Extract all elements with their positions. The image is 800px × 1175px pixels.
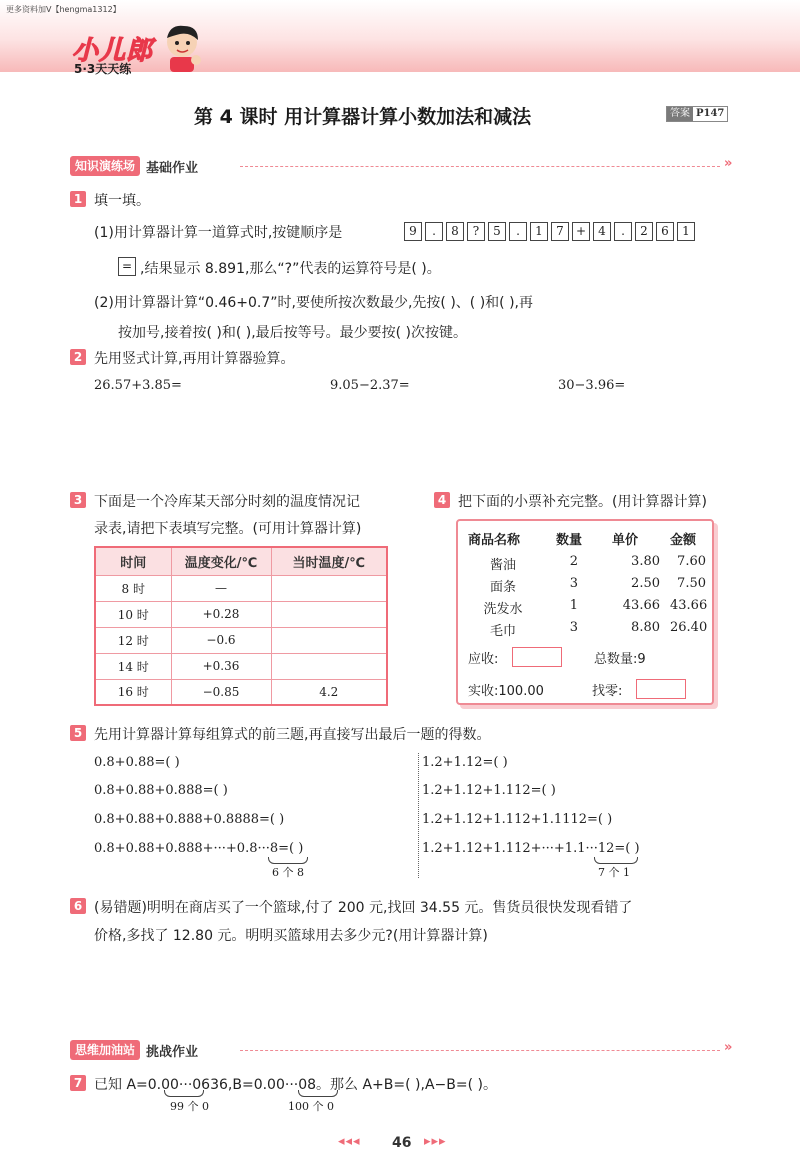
receipt-item-qty: 3 — [569, 576, 578, 591]
receipt-item-name: 面条 — [489, 580, 516, 595]
calculator-key: . — [425, 222, 443, 241]
question-1-part-2-line-2: 按加号,接着按( )和( ),最后按等号。最少要按( )次按键。 — [118, 325, 468, 341]
receipt-item-amount: 7.50 — [677, 576, 706, 591]
question-5-stem: 先用计算器计算每组算式的前三题,再直接写出最后一题的得数。 — [94, 727, 491, 743]
question-2-item-2: 9.05−2.37= — [330, 378, 410, 393]
page-title: 第 4 课时 用计算器计算小数加法和减法 — [194, 106, 532, 128]
table-header-current: 当时温度/℃ — [271, 547, 387, 575]
section-basic-rule — [240, 166, 720, 167]
question-5-left-1: 0.8+0.88=( ) — [94, 755, 180, 770]
temperature-table — [94, 546, 388, 706]
table-row — [95, 575, 387, 601]
receipt-item-qty: 2 — [569, 554, 578, 569]
receipt-item-price: 2.50 — [631, 576, 660, 591]
right-brace — [594, 857, 638, 864]
question-3-number: 3 — [70, 492, 86, 508]
receivable-answer-box[interactable] — [512, 647, 562, 667]
table-header-change: 温度变化/℃ — [171, 547, 271, 575]
question-1-part-1-result: ,结果显示 8.891,那么“?”代表的运算符号是( )。 — [140, 261, 441, 277]
answer-label: 答案 — [667, 107, 693, 121]
question-6-line-1: (易错题)明明在商店买了一个篮球,付了 200 元,找回 34.55 元。售货员很快发现看错了 — [94, 900, 633, 916]
current-temperature-cell[interactable] — [271, 653, 387, 679]
question-2-item-1: 26.57+3.85= — [94, 378, 182, 393]
question-5-right-note: 7 个 1 — [598, 866, 630, 879]
current-temperature-cell[interactable] — [271, 627, 387, 653]
section-basic-header — [70, 156, 198, 176]
calculator-key: 1 — [677, 222, 695, 241]
receipt-item-price: 8.80 — [631, 620, 660, 635]
question-7-number: 7 — [70, 1075, 86, 1091]
receipt-header-amount: 金额 — [670, 533, 697, 548]
receipt-item-amount: 7.60 — [677, 554, 706, 569]
current-temperature-cell[interactable] — [271, 575, 387, 601]
question-5-right-1: 1.2+1.12=( ) — [422, 755, 508, 770]
question-1-part-1-text: (1)用计算器计算一道算式时,按键顺序是 — [94, 225, 343, 241]
question-5-right-3: 1.2+1.12+1.112+1.1112=( ) — [422, 812, 613, 827]
change-answer-box[interactable] — [636, 679, 686, 699]
question-2-stem: 先用竖式计算,再用计算器验算。 — [94, 351, 295, 367]
question-2-item-3: 30−3.96= — [558, 378, 626, 393]
question-5-number: 5 — [70, 725, 86, 741]
question-6-number: 6 — [70, 898, 86, 914]
receipt-header-qty: 数量 — [556, 533, 583, 548]
receipt-receivable-label: 应收: — [468, 652, 499, 667]
table-cell: +0.28 — [171, 601, 271, 627]
table-row — [95, 627, 387, 653]
calculator-key: + — [572, 222, 590, 241]
question-5-right-2: 1.2+1.12+1.112=( ) — [422, 783, 556, 798]
receipt-item-price: 43.66 — [622, 598, 660, 613]
question-4-number: 4 — [434, 492, 450, 508]
table-cell: 10 时 — [95, 601, 171, 627]
calculator-key: 5 — [488, 222, 506, 241]
question-4-stem: 把下面的小票补充完整。(用计算器计算) — [458, 494, 707, 510]
temperature-table-body — [95, 575, 387, 705]
receipt-item-name: 酱油 — [489, 558, 516, 573]
table-cell: — — [171, 575, 271, 601]
question-2-number: 2 — [70, 349, 86, 365]
section-challenge-tag: 思维加油站 — [70, 1040, 140, 1060]
receipt-item-amount: 26.40 — [670, 620, 708, 635]
table-cell: 12 时 — [95, 627, 171, 653]
section-basic-tag: 知识演练场 — [70, 156, 140, 176]
question-3-stem-line-2: 录表,请把下表填写完整。(可用计算器计算) — [94, 521, 362, 537]
table-cell: −0.6 — [171, 627, 271, 653]
receipt-received: 实收:100.00 — [468, 684, 544, 699]
section-basic-arrow-icon: » — [724, 156, 733, 171]
calculator-key: 6 — [656, 222, 674, 241]
receipt-total-quantity: 总数量:9 — [594, 652, 646, 667]
table-cell: +0.36 — [171, 653, 271, 679]
table-row — [95, 653, 387, 679]
calculator-key: 4 — [593, 222, 611, 241]
calculator-key-sequence — [404, 222, 698, 241]
receipt-item-amount: 43.66 — [670, 598, 708, 613]
calculator-key: 7 — [551, 222, 569, 241]
table-cell: 8 时 — [95, 575, 171, 601]
page-number: 46 — [392, 1135, 412, 1151]
question-5-right-4: 1.2+1.12+1.112+···+1.1···12=( ) — [422, 841, 640, 856]
calculator-key: 1 — [530, 222, 548, 241]
equals-key: = — [118, 257, 136, 276]
footer-left-arrows-icon: ◂◂◂ — [338, 1134, 361, 1149]
table-cell: 14 时 — [95, 653, 171, 679]
footer-right-arrows-icon: ▸▸▸ — [424, 1134, 447, 1149]
answer-reference — [666, 106, 728, 122]
section-challenge-header — [70, 1040, 198, 1060]
calculator-key: 8 — [446, 222, 464, 241]
calculator-key: . — [509, 222, 527, 241]
temperature-table-header — [95, 547, 387, 575]
calculator-key: 9 — [404, 222, 422, 241]
table-cell: 16 时 — [95, 679, 171, 705]
receipt-item-qty: 3 — [569, 620, 578, 635]
receipt-item-name: 洗发水 — [483, 602, 523, 617]
top-note: 更多资料加V【hengma1312】 — [6, 5, 121, 14]
question-5-divider — [418, 753, 419, 878]
section-challenge-subtitle: 挑战作业 — [146, 1044, 199, 1060]
question-1-number: 1 — [70, 191, 86, 207]
question-5-left-3: 0.8+0.88+0.888+0.8888=( ) — [94, 812, 285, 827]
receipt-item-name: 毛巾 — [489, 624, 516, 639]
calculator-key: . — [614, 222, 632, 241]
question-1-part-2-line-1: (2)用计算器计算“0.46+0.7”时,要使所按次数最少,先按( )、( )和( ),再 — [94, 295, 533, 311]
left-brace — [268, 857, 308, 864]
mascot-icon — [160, 22, 204, 72]
brace-b — [298, 1090, 338, 1097]
brand-logo-subtitle: 5·3天天练 — [74, 62, 132, 76]
question-7-note-a: 99 个 0 — [170, 1100, 209, 1113]
question-7-text: 已知 A=0.00···0636,B=0.00···08。那么 A+B=( ),A−B=( )。 — [94, 1077, 497, 1093]
calculator-key: 2 — [635, 222, 653, 241]
question-7-note-b: 100 个 0 — [288, 1100, 334, 1113]
question-3-stem-line-1: 下面是一个冷库某天部分时刻的温度情况记 — [94, 494, 360, 510]
brace-a — [164, 1090, 204, 1097]
receipt-item-qty: 1 — [569, 598, 578, 613]
table-row — [95, 601, 387, 627]
question-5-left-note: 6 个 8 — [272, 866, 304, 879]
question-5-left-4: 0.8+0.88+0.888+···+0.8···8=( ) — [94, 841, 304, 856]
question-6-line-2: 价格,多找了 12.80 元。明明买篮球用去多少元?(用计算器计算) — [94, 928, 488, 944]
question-1-stem: 填一填。 — [94, 193, 150, 209]
receipt-change-label: 找零: — [592, 684, 623, 699]
section-basic-subtitle: 基础作业 — [146, 160, 199, 176]
table-cell: −0.85 — [171, 679, 271, 705]
section-challenge-rule — [240, 1050, 720, 1051]
receipt-item-price: 3.80 — [631, 554, 660, 569]
receipt — [456, 519, 714, 705]
table-header-time: 时间 — [95, 547, 171, 575]
current-temperature-cell[interactable] — [271, 601, 387, 627]
table-row — [95, 679, 387, 705]
section-challenge-arrow-icon: » — [724, 1040, 733, 1055]
receipt-header-price: 单价 — [612, 533, 639, 548]
calculator-key: ? — [467, 222, 485, 241]
receipt-header-name: 商品名称 — [468, 533, 521, 548]
brand-logo: 小儿郎 — [72, 36, 154, 66]
current-temperature-cell: 4.2 — [271, 679, 387, 705]
answer-page: P147 — [696, 108, 725, 119]
question-5-left-2: 0.8+0.88+0.888=( ) — [94, 783, 228, 798]
